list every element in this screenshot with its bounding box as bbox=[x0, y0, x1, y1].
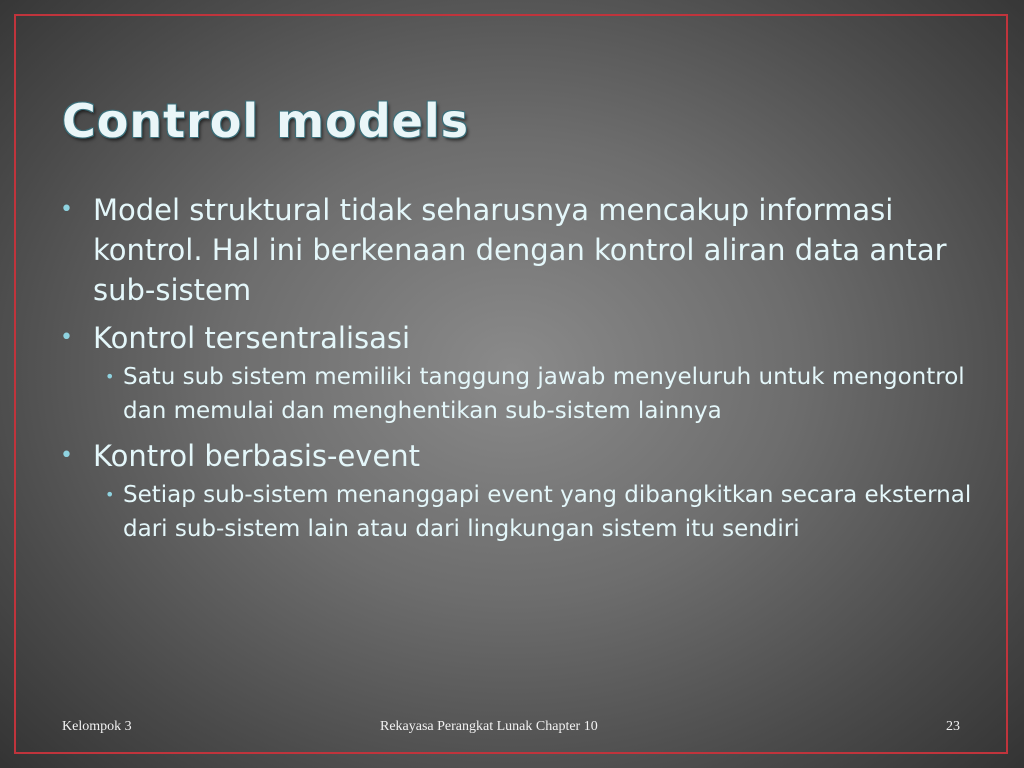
sub-bullet-list bbox=[93, 360, 980, 428]
sub-bullet-text: Setiap sub-sistem menanggapi event yang dibangkitkan secara eksternal dari sub-sistem lain atau dari lingkungan sistem itu sendiri bbox=[123, 482, 972, 542]
bullet-item-1 bbox=[60, 190, 980, 310]
sub-bullet-item bbox=[93, 360, 980, 428]
bullet-icon: • bbox=[60, 325, 73, 350]
bullet-list bbox=[60, 190, 980, 546]
sub-bullet-item bbox=[93, 478, 980, 546]
bullet-text: Kontrol berbasis-event bbox=[93, 439, 421, 473]
footer-course-title: Rekayasa Perangkat Lunak Chapter 10 bbox=[380, 719, 598, 734]
slide-content bbox=[60, 190, 980, 554]
sub-bullet-icon: • bbox=[105, 485, 115, 504]
sub-bullet-icon: • bbox=[105, 367, 115, 386]
footer-group-name: Kelompok 3 bbox=[62, 719, 132, 734]
bullet-icon: • bbox=[60, 443, 73, 468]
sub-bullet-text: Satu sub sistem memiliki tanggung jawab menyeluruh untuk mengontrol dan memulai dan menghentikan sub-sistem lainnya bbox=[123, 364, 965, 424]
slide-title: Control models bbox=[62, 94, 469, 148]
bullet-item-3 bbox=[60, 436, 980, 546]
bullet-text: Kontrol tersentralisasi bbox=[93, 321, 411, 355]
footer-page-number: 23 bbox=[946, 719, 960, 734]
bullet-icon: • bbox=[60, 197, 73, 222]
bullet-item-2 bbox=[60, 318, 980, 428]
sub-bullet-list bbox=[93, 478, 980, 546]
bullet-text: Model struktural tidak seharusnya mencakup informasi kontrol. Hal ini berkenaan dengan kontrol aliran data antar sub-sistem bbox=[93, 193, 947, 307]
